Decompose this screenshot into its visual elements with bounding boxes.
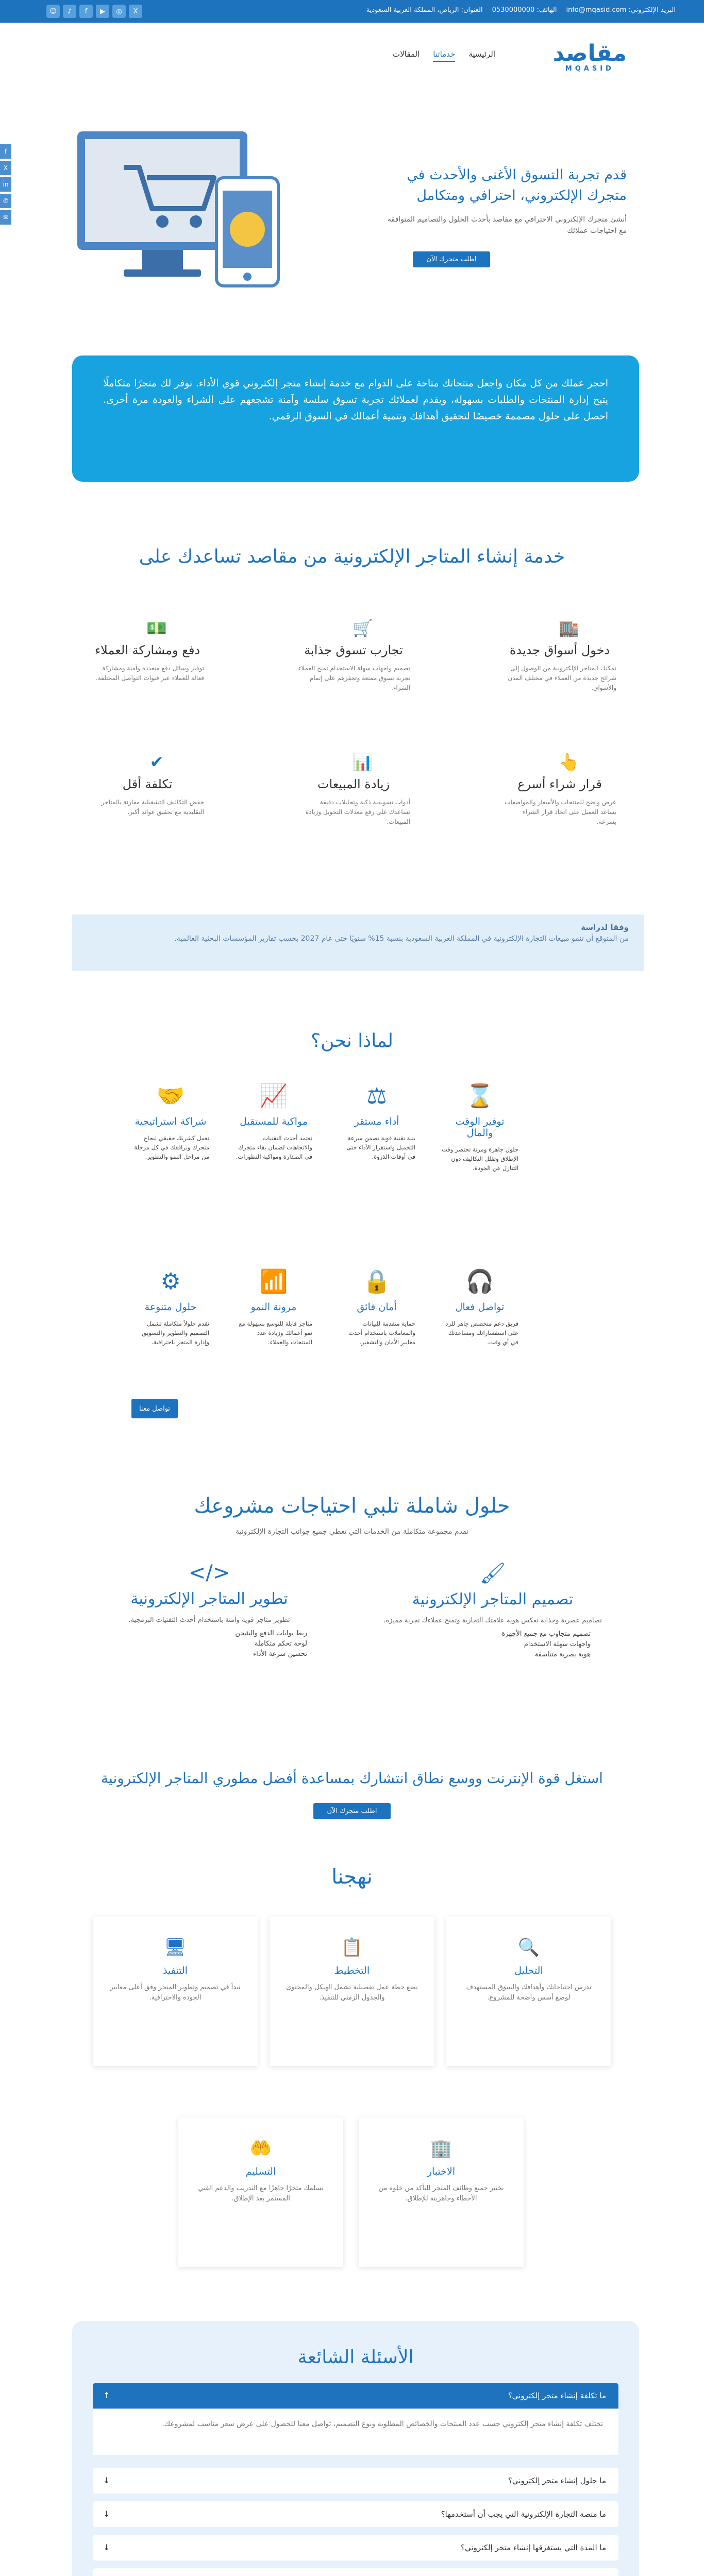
x-icon[interactable]: X: [0, 161, 11, 175]
why-item-text: نعتمد أحدث التقنيات والاتجاهات لضمان بقاء متجرك في الصدارة ومواكبة التطورات.: [236, 1134, 312, 1160]
solution-text: تطوير متاجر قوية وآمنة باستخدام أحدث التقنيات البرمجية.: [128, 1616, 290, 1624]
code-icon: </>: [188, 1561, 230, 1585]
solution-list: [379, 1629, 606, 1660]
review-icon: 🏢: [430, 2138, 452, 2159]
top-email[interactable]: البريد الإلكتروني: info@mqasid.com: [566, 6, 676, 14]
why-item-text: حماية متقدمة للبيانات والمعاملات باستخدام أحدث معايير الأمان والتشفير.: [348, 1320, 415, 1346]
design-icon: 🖌: [479, 1562, 506, 1585]
top-bar: [0, 0, 704, 23]
why-item: [235, 1267, 312, 1347]
service-feature: [271, 752, 436, 827]
chart-icon: 📊: [353, 752, 373, 772]
why-item-title: مرونة النمو: [250, 1301, 297, 1313]
approach-title: نهجنا: [331, 1865, 373, 1889]
site-logo[interactable]: [553, 42, 627, 73]
nav-articles[interactable]: المقالات: [393, 49, 420, 59]
feature-title: دفع ومشاركة العملاء: [94, 643, 200, 657]
solution-design: [379, 1561, 606, 1660]
card-title: التنفيذ: [163, 1965, 188, 1976]
tiktok-icon[interactable]: ♪: [63, 5, 76, 18]
quote-text: من المتوقع أن تنمو مبيعات التجارة الإلكترونية في المملكة العربية السعودية بنسبة 15% سنويًا حتى عام 2027 بحسب تقارير المؤسسات البحثية العالمية.: [174, 935, 629, 943]
arrow-down-icon: ↓: [103, 2509, 110, 2519]
hero-order-button[interactable]: اطلب متجرك الآن: [413, 251, 490, 267]
approach-card: [270, 1917, 434, 2066]
hero-illustration: [67, 126, 283, 296]
planning-icon: 📋: [341, 1937, 363, 1958]
faq-question[interactable]: [93, 2501, 618, 2527]
list-item: لوحة تحكم متكاملة: [254, 1640, 307, 1648]
faq-question[interactable]: [93, 2383, 618, 2409]
why-item: [441, 1267, 518, 1347]
hourglass-icon: ⌛: [465, 1083, 494, 1109]
youtube-icon[interactable]: ▶: [96, 5, 109, 18]
list-item: واجهات سهلة الاستخدام: [524, 1640, 591, 1648]
why-item-title: توفير الوقت والمال: [455, 1116, 505, 1139]
solution-text: تصاميم عصرية وجذابة تعكس هوية علامتك التجارية وتمنح عملاءك تجربة مميزة.: [383, 1617, 602, 1624]
logo-english: MQASID: [565, 65, 614, 73]
card-title: التسليم: [245, 2166, 276, 2177]
snapchat-icon[interactable]: ☺: [46, 5, 60, 18]
approach-card: [178, 2117, 343, 2267]
list-item: تصميم متجاوب مع جميع الأجهزة: [501, 1630, 591, 1638]
money-icon: 💵: [146, 618, 167, 638]
banner-text: استغل قوة الإنترنت ووسع نطاق انتشارك بمساعدة أفضل مطوري المتاجر الإلكترونية: [101, 1770, 603, 1787]
execution-icon: 🖥: [164, 1937, 187, 1958]
solution-title: تصميم المتاجر الإلكترونية: [412, 1590, 574, 1608]
feature-text: تمكنك المتاجر الإلكترونية من الوصول إلى شرائح جديدة من العملاء في مختلف المدن والأسواق.: [508, 665, 616, 691]
solutions-icon: ⚙: [160, 1268, 181, 1295]
card-text: نبدأ في تصميم وتطوير المتجر وفق أعلى معايير الجودة والاحترافية.: [110, 1984, 241, 2002]
support-icon: 🎧: [465, 1268, 494, 1295]
feature-title: زيادة المبيعات: [317, 777, 390, 791]
feature-title: دخول أسواق جديدة: [509, 643, 610, 657]
why-item: [338, 1267, 415, 1347]
main-nav: [393, 49, 495, 62]
why-contact-button[interactable]: تواصل معنا: [131, 1399, 178, 1418]
faq-question-text: ما تكلفة إنشاء متجر إلكتروني؟: [508, 2391, 606, 2400]
feature-title: قرار شراء أسرع: [517, 777, 602, 791]
email-icon[interactable]: ✉: [0, 210, 11, 225]
store-icon: 🏬: [559, 618, 579, 638]
feature-text: أدوات تسويقية ذكية وتحليلات دقيقة تساعدك على رفع معدلات التحويل وزيادة المبيعات.: [305, 799, 410, 825]
top-phone[interactable]: الهاتف: 0530000000: [492, 6, 557, 14]
growth-bars-icon: 📶: [259, 1268, 288, 1295]
decision-icon: 👆: [559, 752, 579, 772]
lock-icon: 🔒: [362, 1268, 391, 1295]
card-text: نسلمك متجرًا جاهزًا مع التدريب والدعم الفني المستمر بعد الإطلاق.: [198, 2184, 324, 2202]
why-item-title: مواكبة للمستقبل: [240, 1116, 308, 1127]
instagram-icon[interactable]: ◎: [112, 5, 126, 18]
solution-title: تطوير المتاجر الإلكترونية: [130, 1590, 288, 1608]
facebook-icon[interactable]: f: [0, 144, 11, 159]
faq-section: [72, 2321, 639, 2576]
list-item: تحسين سرعة الأداء: [253, 1650, 307, 1658]
growth-icon: 📈: [259, 1083, 288, 1109]
top-address: العنوان: الرياض، المملكة العربية السعودية: [366, 6, 483, 14]
hero-section: [0, 88, 704, 330]
why-item-text: متاجر قابلة للتوسع بسهولة مع نمو أعمالك وزيادة عدد المنتجات والعملاء.: [239, 1320, 312, 1346]
list-item: هوية بصرية متناسقة: [534, 1651, 591, 1658]
feature-text: توفير وسائل دفع متعددة وآمنة ومشاركة فعالة للعملاء عبر قنوات التواصل المختلفة.: [95, 665, 204, 682]
card-text: نضع خطة عمل تفصيلية تشمل الهيكل والمحتوى والجدول الزمني للتنفيذ.: [286, 1984, 418, 2002]
approach-card: [359, 2117, 524, 2267]
why-item: [338, 1082, 415, 1161]
why-title: لماذا نحن؟: [311, 1030, 393, 1052]
faq-title: الأسئلة الشائعة: [297, 2347, 414, 2368]
x-icon[interactable]: X: [129, 5, 142, 18]
hero-text: أنشئ متجرك الإلكتروني الاحترافي مع مقاصد بأحدث الحلول والتصاميم المتوافقة مع احتياجات عملائك: [388, 215, 627, 235]
solutions-title: حلول شاملة تلبي احتياجات مشروعك: [194, 1494, 510, 1518]
feature-title: تكلفة أقل: [122, 777, 173, 791]
faq-question[interactable]: [93, 2568, 618, 2576]
arrow-down-icon: ↓: [103, 2476, 110, 2485]
faq-question[interactable]: [93, 2535, 618, 2561]
facebook-icon[interactable]: f: [79, 5, 93, 18]
why-item-text: بنية تقنية قوية تضمن سرعة التحميل واستقرار الأداء حتى في أوقات الذروة.: [346, 1134, 415, 1160]
approach-card: [93, 1917, 258, 2066]
study-quote: [72, 914, 644, 971]
why-item: [132, 1082, 209, 1161]
intro-box: احجز عملك من كل مكان واجعل منتجاتك متاحة على الدوام مع خدمة إنشاء متجر إلكتروني قوي الأداء. نوفر لك متجرًا متكاملًا يتيح إدارة المنتجات والطلبات بسهولة، ويقدم لعملائك تجربة تسوق سلسة وآمنة تشجعهم على الشراء والعودة مرة أخرى. احصل على حلول مصممة خصيصًا لتحقيق أهدافك وتنمية أعمالك في السوق الرقمي.: [72, 355, 639, 482]
why-item: [235, 1082, 312, 1161]
analysis-icon: 🔍: [517, 1937, 540, 1958]
delivery-icon: 🤲: [249, 2138, 272, 2159]
why-item-text: نعمل كشريك حقيقي لنجاح متجرك ونرافقك في كل مرحلة من مراحل النمو والتطوير.: [134, 1134, 209, 1160]
logo-arabic: مقاصد: [552, 40, 627, 66]
solution-development: [96, 1561, 323, 1659]
card-title: التخطيط: [334, 1965, 370, 1976]
banner-order-button[interactable]: اطلب متجرك الآن: [313, 1803, 391, 1819]
service-feature: [271, 618, 436, 693]
why-item-text: حلول جاهزة ومرنة تختصر وقت الإطلاق وتقلل التكاليف دون التنازل عن الجودة.: [441, 1146, 518, 1172]
service-feature: [65, 618, 230, 683]
card-title: الاختبار: [427, 2166, 456, 2177]
faq-answer: تختلف تكلفة إنشاء متجر إلكتروني حسب عدد المنتجات والخصائص المطلوبة ونوع التصميم، تواصل معنا للحصول على عرض سعر مناسب لمشروعك.: [93, 2409, 618, 2455]
why-item-title: تواصل فعال: [455, 1301, 505, 1313]
why-item: [441, 1082, 518, 1173]
solutions-subtitle: نقدم مجموعة متكاملة من الخدمات التي تغطي جميع جوانب التجارة الإلكترونية: [236, 1528, 468, 1536]
faq-question-text: ما منصة التجارة الإلكترونية التي يجب أن أستخدمها؟: [441, 2510, 606, 2519]
arrow-up-icon: ↑: [103, 2391, 110, 2400]
linkedin-icon[interactable]: in: [0, 177, 11, 192]
hero-title: قدم تجربة التسوق الأغنى والأحدث في متجرك الإلكتروني، احترافي ومتكامل: [407, 167, 627, 204]
top-socials: [46, 5, 142, 18]
card-text: نختبر جميع وظائف المتجر للتأكد من خلوه من الأخطاء وجاهزيته للإطلاق.: [378, 2184, 504, 2202]
feature-title: تجارب تسوق جذابة: [304, 643, 403, 657]
service-feature: [477, 752, 642, 827]
site-header: [0, 23, 704, 88]
why-item: [132, 1267, 209, 1347]
arrow-down-icon: [103, 2568, 110, 2576]
check-icon: ✔: [149, 752, 164, 772]
service-feature: [477, 618, 642, 693]
services-title: خدمة إنشاء المتاجر الإلكترونية من مقاصد تساعدك على: [139, 546, 565, 567]
why-item-title: أمان فائق: [357, 1301, 397, 1313]
handshake-icon: 🤝: [156, 1083, 185, 1109]
card-text: ندرس احتياجاتك وأهدافك والسوق المستهدف لوضع أسس واضحة للمشروع.: [466, 1984, 592, 2002]
arrow-down-icon: ↓: [103, 2543, 110, 2552]
quote-title: وفقا لدراسة: [581, 923, 629, 932]
why-item-text: فريق دعم متخصص جاهز للرد على استفساراتك ومساعدتك في أي وقت.: [445, 1320, 518, 1346]
feature-text: عرض واضح للمنتجات والأسعار والمواصفات يساعد العميل على اتخاذ قرار الشراء بسرعة.: [505, 799, 616, 825]
why-item-title: شراكة استراتيجية: [135, 1116, 207, 1127]
cart-icon: 🛒: [353, 618, 373, 638]
faq-question-text: ما حلول إنشاء متجر إلكتروني؟: [508, 2476, 606, 2485]
whatsapp-icon[interactable]: ✆: [0, 194, 11, 208]
feature-text: خفض التكاليف التشغيلية مقارنة بالمتاجر التقليدية مع تحقيق عوائد أكبر.: [101, 799, 204, 816]
nav-services[interactable]: خدماتنا: [433, 49, 455, 62]
approach-card: [446, 1917, 611, 2066]
faq-question-text: ما المدة التي يستغرقها إنشاء متجر إلكتروني؟: [461, 2543, 606, 2552]
solution-list: [96, 1629, 323, 1659]
card-title: التحليل: [514, 1965, 543, 1976]
performance-icon: ⚖: [366, 1083, 387, 1109]
nav-home[interactable]: الرئيسية: [468, 49, 495, 59]
faq-question[interactable]: [93, 2468, 618, 2494]
why-item-text: نقدم حلولاً متكاملة تشمل التصميم والتطوير والتسويق وإدارة المتجر باحترافية.: [142, 1320, 209, 1346]
feature-text: تصميم واجهات سهلة الاستخدام تمنح العملاء تجربة تسوق ممتعة وتحفزهم على إتمام الشراء.: [298, 665, 410, 691]
list-item: ربط بوابات الدفع والشحن: [235, 1630, 307, 1637]
service-feature: [65, 752, 230, 817]
why-item-title: حلول متنوعة: [144, 1301, 197, 1313]
top-contact-info: [366, 6, 676, 14]
why-item-title: أداء مستقر: [354, 1116, 399, 1127]
